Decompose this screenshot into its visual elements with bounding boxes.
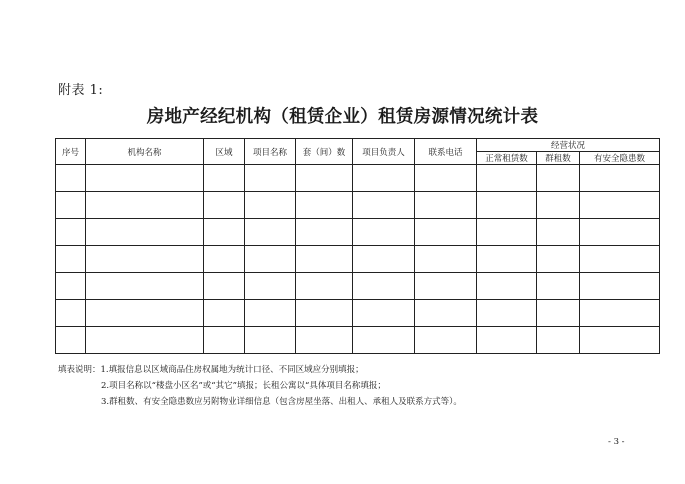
table-cell[interactable] xyxy=(580,219,660,246)
table-cell[interactable] xyxy=(353,300,415,327)
table-cell[interactable] xyxy=(353,219,415,246)
table-cell[interactable] xyxy=(580,192,660,219)
table-cell[interactable] xyxy=(415,327,477,354)
table-cell[interactable] xyxy=(580,327,660,354)
table-cell[interactable] xyxy=(86,246,204,273)
table-cell[interactable] xyxy=(415,219,477,246)
table-cell[interactable] xyxy=(580,273,660,300)
table-cell[interactable] xyxy=(245,219,296,246)
note-item-2: 2.项目名称以“楼盘小区名”或“其它”填报；长租公寓以“具体项目名称填报； xyxy=(101,381,386,391)
table-cell[interactable] xyxy=(415,165,477,192)
table-cell[interactable] xyxy=(245,192,296,219)
table-cell[interactable] xyxy=(56,300,86,327)
table-cell[interactable] xyxy=(86,219,204,246)
table-cell[interactable] xyxy=(296,165,353,192)
table-row xyxy=(56,192,660,219)
table-cell[interactable] xyxy=(537,327,580,354)
table-cell[interactable] xyxy=(86,327,204,354)
table-cell[interactable] xyxy=(245,246,296,273)
table-row xyxy=(56,246,660,273)
table-cell[interactable] xyxy=(56,165,86,192)
table-cell[interactable] xyxy=(353,327,415,354)
table-cell[interactable] xyxy=(537,192,580,219)
table-cell[interactable] xyxy=(204,165,245,192)
table-row xyxy=(56,273,660,300)
table-cell[interactable] xyxy=(477,219,537,246)
note-line-2 xyxy=(58,378,462,394)
page-number: - 3 - xyxy=(608,437,625,447)
table-cell[interactable] xyxy=(477,327,537,354)
table-cell[interactable] xyxy=(56,246,86,273)
table-cell[interactable] xyxy=(296,300,353,327)
table-cell[interactable] xyxy=(477,246,537,273)
table-cell[interactable] xyxy=(537,246,580,273)
table-cell[interactable] xyxy=(296,273,353,300)
table-cell[interactable] xyxy=(204,192,245,219)
notes-section xyxy=(58,362,462,410)
table-cell[interactable] xyxy=(245,273,296,300)
table-cell[interactable] xyxy=(353,192,415,219)
table-cell[interactable] xyxy=(204,273,245,300)
header-project-name: 项目名称 xyxy=(245,139,296,165)
table-cell[interactable] xyxy=(477,192,537,219)
table-cell[interactable] xyxy=(296,219,353,246)
table-cell[interactable] xyxy=(204,300,245,327)
table-cell[interactable] xyxy=(537,219,580,246)
table-cell[interactable] xyxy=(580,165,660,192)
table-cell[interactable] xyxy=(86,192,204,219)
header-group-rental: 群租数 xyxy=(537,152,580,165)
note-item-3: 3.群租数、有安全隐患数应另附物业详细信息（包含房屋坐落、出租人、承租人及联系方式等）。 xyxy=(101,397,462,407)
table-body xyxy=(56,165,660,354)
note-line-1 xyxy=(58,362,462,378)
table-cell[interactable] xyxy=(353,246,415,273)
table-row xyxy=(56,300,660,327)
table-cell[interactable] xyxy=(86,300,204,327)
header-project-leader: 项目负责人 xyxy=(353,139,415,165)
table-cell[interactable] xyxy=(296,192,353,219)
table-cell[interactable] xyxy=(204,327,245,354)
note-item-1: 1.填报信息以区域商品住房权属地为统计口径、不同区域应分别填报； xyxy=(100,365,364,375)
table-cell[interactable] xyxy=(580,246,660,273)
header-normal-rental: 正常租赁数 xyxy=(477,152,537,165)
table-cell[interactable] xyxy=(353,165,415,192)
table-cell[interactable] xyxy=(204,246,245,273)
table-cell[interactable] xyxy=(537,300,580,327)
table-cell[interactable] xyxy=(415,246,477,273)
table-cell[interactable] xyxy=(296,327,353,354)
table-cell[interactable] xyxy=(296,246,353,273)
page-title: 房地产经纪机构（租赁企业）租赁房源情况统计表 xyxy=(146,107,539,127)
table-cell[interactable] xyxy=(477,273,537,300)
table-cell[interactable] xyxy=(245,327,296,354)
table-cell[interactable] xyxy=(415,192,477,219)
note-line-3 xyxy=(58,394,462,410)
header-hazard-count: 有安全隐患数 xyxy=(580,152,660,165)
notes-label: 填表说明： xyxy=(58,365,101,375)
table-cell[interactable] xyxy=(477,300,537,327)
table-cell[interactable] xyxy=(245,300,296,327)
table-cell[interactable] xyxy=(537,165,580,192)
statistics-table xyxy=(55,138,660,354)
annex-label: 附表 1: xyxy=(58,83,104,98)
table-cell[interactable] xyxy=(56,273,86,300)
table-cell[interactable] xyxy=(415,300,477,327)
table-cell[interactable] xyxy=(56,192,86,219)
table-cell[interactable] xyxy=(86,165,204,192)
table-cell[interactable] xyxy=(86,273,204,300)
header-units: 套（间）数 xyxy=(296,139,353,165)
header-district: 区域 xyxy=(204,139,245,165)
table-cell[interactable] xyxy=(56,219,86,246)
header-contact-phone: 联系电话 xyxy=(415,139,477,165)
header-operation-status: 经营状况 xyxy=(477,139,660,152)
header-agency-name: 机构名称 xyxy=(86,139,204,165)
table-row xyxy=(56,219,660,246)
table-row xyxy=(56,327,660,354)
table-cell[interactable] xyxy=(477,165,537,192)
table-cell[interactable] xyxy=(580,300,660,327)
table-cell[interactable] xyxy=(353,273,415,300)
table-cell[interactable] xyxy=(245,165,296,192)
table-cell[interactable] xyxy=(56,327,86,354)
table-row xyxy=(56,165,660,192)
table-cell[interactable] xyxy=(204,219,245,246)
header-seq: 序号 xyxy=(56,139,86,165)
table-cell[interactable] xyxy=(537,273,580,300)
table-cell[interactable] xyxy=(415,273,477,300)
